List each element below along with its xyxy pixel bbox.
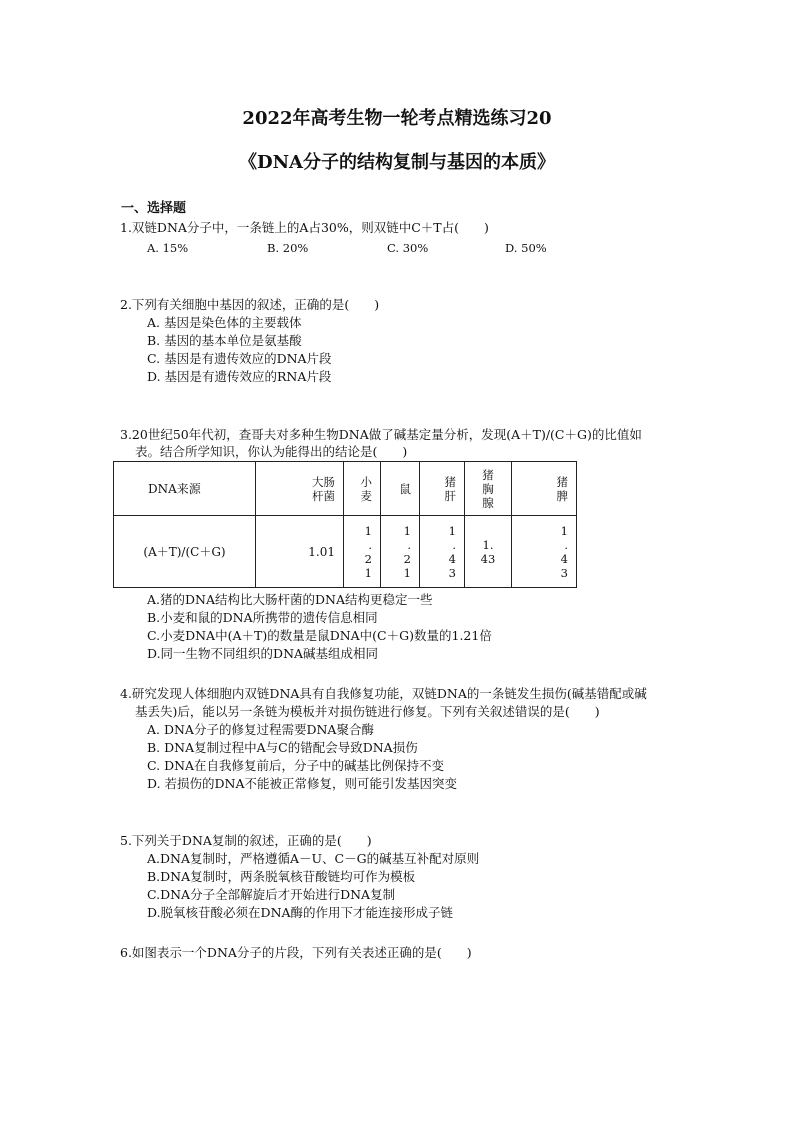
table-value-label: (A＋T)/(C＋G): [114, 516, 256, 588]
table-value-row: [114, 516, 577, 588]
table-row-header: DNA来源: [114, 462, 256, 516]
column-label-wheat: 小 麦: [360, 474, 372, 503]
question-4-option-b: B. DNA复制过程中A与C的错配会导致DNA损伤: [147, 740, 418, 755]
table-column-header: [512, 462, 577, 516]
table-cell: [344, 516, 381, 588]
question-3-option-d: D.同一生物不同组织的DNA碱基组成相同: [147, 646, 379, 661]
column-label-e-coli: 大肠 杆菌: [312, 474, 335, 503]
question-5-option-c: C.DNA分子全部解旋后才开始进行DNA复制: [147, 887, 396, 902]
column-label-pig-spleen: 猪 脾: [556, 474, 568, 503]
question-2-option-a: A. 基因是染色体的主要载体: [147, 315, 302, 330]
question-2-option-c: C. 基因是有遗传效应的DNA片段: [147, 351, 332, 366]
column-label-pig-thymus: 猪 胸 腺: [482, 467, 494, 510]
table-column-header: [465, 462, 512, 516]
table-header-row: [114, 462, 577, 516]
question-1-stem: 1.双链DNA分子中，一条链上的A占30%，则双链中C＋T占( ): [120, 220, 489, 235]
page-subtitle: 《DNA分子的结构复制与基因的本质》: [238, 152, 556, 173]
question-2-option-d: D. 基因是有遗传效应的RNA片段: [147, 369, 332, 384]
question-5-stem: 5.下列关于DNA复制的叙述，正确的是( ): [120, 833, 372, 848]
question-1-option-b: B. 20%: [267, 241, 309, 255]
column-label-pig-liver: 猪 肝: [444, 474, 456, 503]
page-title: 2022年高考生物一轮考点精选练习20: [242, 108, 552, 129]
table-column-header: [256, 462, 344, 516]
question-4-option-a: A. DNA分子的修复过程需要DNA聚合酶: [147, 722, 374, 737]
question-1-option-a: A. 15%: [147, 241, 189, 255]
question-3-option-c: C.小麦DNA中(A＋T)的数量是鼠DNA中(C＋G)数量的1.21倍: [147, 628, 492, 643]
dna-ratio-table: [113, 461, 577, 588]
question-3-stem-line-2: 表。结合所学知识，你认为能得出的结论是( ): [135, 444, 408, 459]
question-2-option-b: B. 基因的基本单位是氨基酸: [147, 333, 302, 348]
question-5-option-b: B.DNA复制时，两条脱氧核苷酸链均可作为模板: [147, 869, 416, 884]
question-4-option-c: C. DNA在自我修复前后，分子中的碱基比例保持不变: [147, 758, 445, 773]
question-4-stem-line-1: 4.研究发现人体细胞内双链DNA具有自我修复功能，双链DNA的一条链发生损伤(碱基错配或碱: [120, 686, 647, 701]
question-1-option-d: D. 50%: [505, 241, 547, 255]
question-5-option-a: A.DNA复制时，严格遵循A－U、C－G的碱基互补配对原则: [147, 851, 480, 866]
question-1-option-c: C. 30%: [387, 241, 429, 255]
table-column-header: [344, 462, 381, 516]
question-3-option-b: B.小麦和鼠的DNA所携带的遗传信息相同: [147, 610, 378, 625]
cell-value: 1 . 2 1: [364, 523, 372, 580]
question-6-stem: 6.如图表示一个DNA分子的片段，下列有关表述正确的是( ): [120, 945, 472, 960]
column-label-mouse: 鼠: [399, 481, 411, 496]
table-cell: [381, 516, 420, 588]
cell-value: 1 . 4 3: [560, 523, 568, 580]
table-cell: [465, 516, 512, 588]
section-heading: 一、选择题: [121, 201, 187, 216]
question-3-option-a: A.猪的DNA结构比大肠杆菌的DNA结构更稳定一些: [147, 592, 433, 607]
cell-value: 1 . 2 1: [403, 523, 411, 580]
question-4-stem-line-2: 基丢失)后，能以另一条链为模板并对损伤链进行修复。下列有关叙述错误的是( ): [135, 704, 600, 719]
question-2-stem: 2.下列有关细胞中基因的叙述，正确的是( ): [120, 297, 380, 312]
table-column-header: [420, 462, 465, 516]
question-4-option-d: D. 若损伤的DNA不能被正常修复，则可能引发基因突变: [147, 776, 458, 791]
table-cell: [420, 516, 465, 588]
table-column-header: [381, 462, 420, 516]
question-5-option-d: D.脱氧核苷酸必须在DNA酶的作用下才能连接形成子链: [147, 905, 454, 920]
question-3-stem-line-1: 3.20世纪50年代初，查哥夫对多种生物DNA做了碱基定量分析，发现(A＋T)/(C＋G)的比值如: [120, 427, 642, 442]
cell-value: 1. 43: [480, 537, 496, 566]
table-cell: 1.01: [256, 516, 344, 588]
cell-value: 1 . 4 3: [448, 523, 456, 580]
table-cell: [512, 516, 577, 588]
